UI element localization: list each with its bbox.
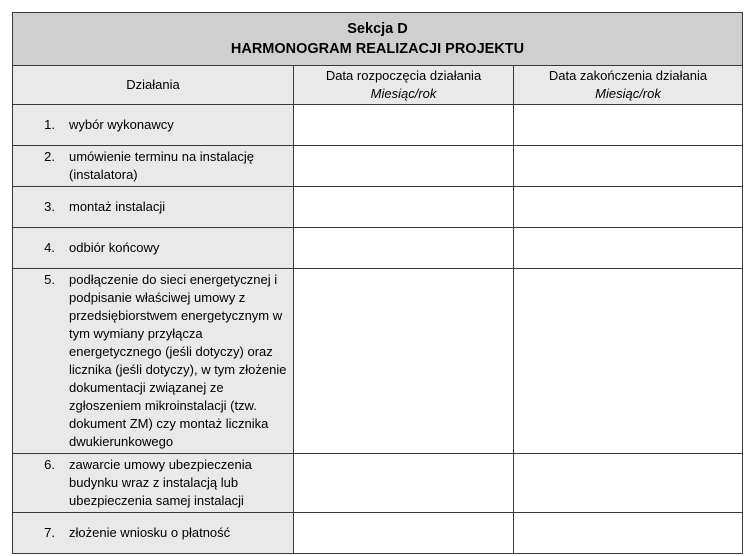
end-date-header-format: Miesiąc/rok — [595, 86, 661, 101]
schedule-form — [12, 12, 743, 554]
activity-number: 4. — [44, 240, 55, 255]
end-date-cell[interactable] — [514, 454, 743, 513]
table-row — [13, 228, 743, 269]
activity-text: złożenie wniosku o płatność — [69, 525, 231, 540]
activity-text: umówienie terminu na instalację (instalatora) — [69, 149, 254, 182]
table-row — [13, 513, 743, 554]
activities-header-label: Działania — [126, 77, 180, 92]
start-date-cell[interactable] — [294, 513, 514, 554]
activity-text: zawarcie umowy ubezpieczenia budynku wraz z instalacją lub ubezpieczenia samej instalacji — [69, 457, 252, 508]
column-header-activities — [13, 66, 294, 105]
activity-number: 1. — [44, 117, 55, 132]
column-header-start-date — [294, 66, 514, 105]
table-row — [13, 269, 743, 454]
end-date-cell[interactable] — [514, 187, 743, 228]
activity-number: 6. — [44, 457, 55, 472]
start-date-cell[interactable] — [294, 454, 514, 513]
activity-text: wybór wykonawcy — [69, 117, 174, 132]
activity-cell — [13, 187, 294, 228]
start-date-cell[interactable] — [294, 146, 514, 187]
table-row — [13, 187, 743, 228]
end-date-cell[interactable] — [514, 269, 743, 454]
activity-number: 2. — [44, 149, 55, 164]
activity-cell — [13, 146, 294, 187]
activity-text: montaż instalacji — [69, 199, 166, 214]
start-date-cell[interactable] — [294, 228, 514, 269]
section-title-line2: HARMONOGRAM REALIZACJI PROJEKTU — [230, 41, 525, 57]
table-row — [13, 146, 743, 187]
start-date-cell[interactable] — [294, 105, 514, 146]
end-date-cell[interactable] — [514, 105, 743, 146]
activity-cell — [13, 269, 294, 454]
activity-text: podłączenie do sieci energetycznej i podpisanie właściwej umowy z przedsiębiorstwem energetycznym w tym wymiany przyłącza energetycznego (jeśli dotyczy) oraz licznika (jeśli dotyczy), w tym złożenie dokumentacji związanej ze zgłoszeniem mikroinstalacji (tzw. dokument ZM) czy montaż licznika dwukierunkowego — [69, 272, 287, 449]
column-header-end-date — [514, 66, 743, 105]
activity-cell — [13, 228, 294, 269]
start-date-header-label: Data rozpoczęcia działania — [325, 68, 482, 83]
activity-cell — [13, 513, 294, 554]
section-title-line1: Sekcja D — [347, 21, 408, 37]
activity-cell — [13, 454, 294, 513]
end-date-cell[interactable] — [514, 513, 743, 554]
end-date-cell[interactable] — [514, 228, 743, 269]
activity-number: 7. — [44, 525, 55, 540]
table-row — [13, 454, 743, 513]
section-title — [13, 13, 743, 66]
activity-text: odbiór końcowy — [69, 240, 160, 255]
start-date-cell[interactable] — [294, 269, 514, 454]
activity-number: 3. — [44, 199, 55, 214]
start-date-header-format: Miesiąc/rok — [370, 86, 437, 101]
schedule-table — [12, 12, 743, 554]
end-date-cell[interactable] — [514, 146, 743, 187]
table-row — [13, 105, 743, 146]
activity-cell — [13, 105, 294, 146]
end-date-header-label: Data zakończenia działania — [548, 68, 708, 83]
activity-number: 5. — [44, 272, 55, 287]
start-date-cell[interactable] — [294, 187, 514, 228]
